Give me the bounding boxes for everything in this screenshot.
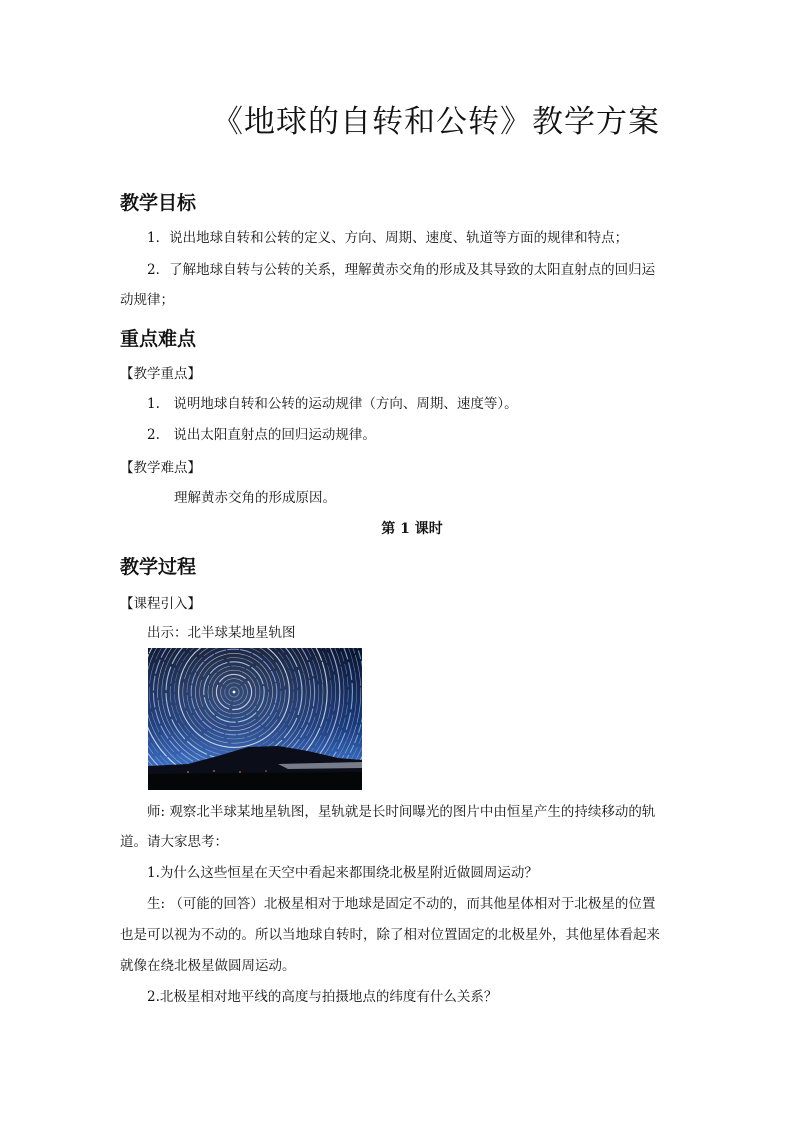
page-title: 《地球的自转和公转》教学方案 xyxy=(212,104,660,140)
section-heading-keypoints: 重点难点 xyxy=(120,328,197,350)
section-heading-process: 教学过程 xyxy=(120,556,197,578)
key-item-1: 1. 说明地球自转和公转的运动规律（方向、周期、速度等）。 xyxy=(147,396,518,412)
difficulty-item-1: 理解黄赤交角的形成原因。 xyxy=(174,490,336,506)
teacher-line-1: 师: 观察北半球某地星轨图，星轨就是长时间曝光的图片中由恒星产生的持续移动的轨 xyxy=(147,804,656,820)
goal-item-2-line2: 动规律； xyxy=(120,292,174,308)
goal-item-2-line1: 2．了解地球自转与公转的关系，理解黄赤交角的形成及其导致的太阳直射点的回归运 xyxy=(147,262,656,278)
key-label: 【教学重点】 xyxy=(120,366,201,382)
answer-line-1: 生: （可能的回答）北极星相对于地球是固定不动的，而其他星体相对于北极星的位置 xyxy=(147,896,656,912)
question-1: 1.为什么这些恒星在天空中看起来都围绕北极星附近做圆周运动？ xyxy=(147,865,538,881)
show-caption: 出示：北半球某地星轨图 xyxy=(147,625,296,641)
answer-line-2: 也是可以视为不动的。所以当地球自转时，除了相对位置固定的北极星外，其他星体看起来 xyxy=(120,927,660,943)
goal-item-1: 1．说出地球自转和公转的定义、方向、周期、速度、轨道等方面的规律和特点； xyxy=(147,230,629,246)
section-heading-goals: 教学目标 xyxy=(120,192,197,214)
star-trail-photo xyxy=(148,648,362,790)
key-item-2: 2. 说出太阳直射点的回归运动规律。 xyxy=(147,427,376,443)
answer-line-3: 就像在绕北极星做圆周运动。 xyxy=(120,958,296,974)
intro-label: 【课程引入】 xyxy=(120,596,201,612)
difficulty-label: 【教学难点】 xyxy=(120,460,201,476)
lesson-number: 第 1 课时 xyxy=(381,521,443,537)
teacher-line-2: 道。请大家思考： xyxy=(120,834,228,850)
question-2: 2.北极星相对地平线的高度与拍摄地点的纬度有什么关系？ xyxy=(147,989,498,1005)
